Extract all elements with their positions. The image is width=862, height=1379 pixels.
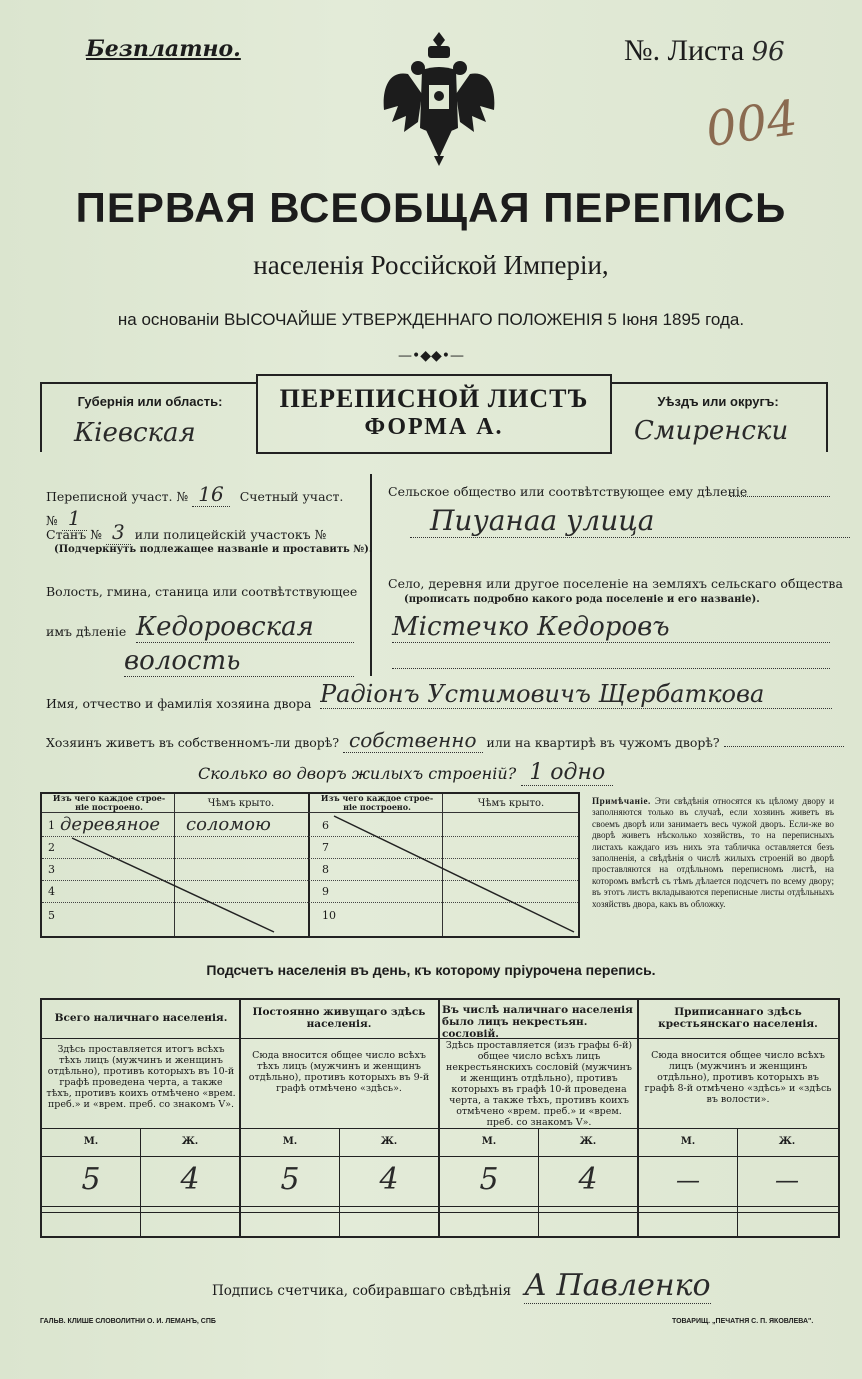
sheet-number-hand: 96 bbox=[751, 37, 785, 67]
count-f-label: Ж. bbox=[380, 1136, 398, 1147]
page-basis: на основаніи ВЫСОЧАЙШЕ УТВЕРЖДЕННАГО ПОЛОЖЕНІЯ 5 Іюня 1895 года. bbox=[117, 310, 745, 329]
row-number: 4 bbox=[48, 885, 55, 898]
column-divider bbox=[370, 474, 372, 676]
note-text: Эти свѣдѣнія относятся къ цѣлому двору и заполняются только въ случаѣ, если хозяинъ живетъ въ своемъ дворѣ или занимаетъ весь чужой дворъ. Если-же во дворѣ живетъ нѣсколько хозяйствъ, то на переписныхъ листахъ каждаго изъ нихъ эта табличка оставляется безъ заполненія, а свѣдѣнія о числѣ жилыхъ строеній во дворѣ проставляются на отдѣльномъ переписномъ листѣ, на которомъ вмѣстѣ съ тѣмъ дѣлается подсчетъ по всему двору; въ этотъ листъ вкладываются переписные листы отдѣльныхъ хозяйствъ двора, какъ въ обложку. bbox=[592, 796, 835, 909]
count-col-desc: Здѣсь проставляется (изъ графы 6-й) общее число всѣхъ лицъ некрестьянскихъ сословій (мужчинъ и женщинъ отдѣльно), противъ которыхъ въ графѣ 10-й проведена черта, а также тѣхъ, противъ коихъ отмѣчено «врем. преб.» и «врем. преб. со знакомъ V». bbox=[445, 1040, 633, 1128]
row-number: 2 bbox=[48, 841, 55, 854]
gubernia-box bbox=[40, 382, 258, 452]
row-number: 8 bbox=[322, 863, 329, 876]
row-number: 9 bbox=[322, 885, 329, 898]
count-f-label: Ж. bbox=[778, 1136, 796, 1147]
census-district-label: Переписной участ. № bbox=[46, 489, 189, 504]
imperial-eagle-emblem bbox=[378, 30, 500, 170]
count-hline bbox=[42, 1212, 838, 1213]
material-header-right: Изъ чего каждое строе-ніе построено. bbox=[320, 793, 434, 812]
form-letter: ФОРМА А. bbox=[364, 414, 504, 440]
count-vline bbox=[239, 1000, 241, 1236]
owner-name-label: Имя, отчество и фамилія хозяина двора bbox=[46, 696, 312, 711]
strike-line-left bbox=[42, 794, 578, 936]
row1-material: деревяное bbox=[60, 814, 160, 835]
left-imprint: ГАЛЬВ. КЛИШЕ СЛОВОЛИТНИ О. И. ЛЕМАНЪ, СПБ bbox=[40, 1318, 216, 1325]
count-hline bbox=[42, 1038, 838, 1039]
count-m-value: 5 bbox=[479, 1162, 499, 1197]
society-dots bbox=[730, 496, 830, 497]
society-label: Сельское общество или соотвѣтствующее ему дѣленіе bbox=[388, 484, 748, 499]
count-hline bbox=[42, 1128, 838, 1129]
village-note: (прописать подробно какого рода поселеніе и его названіе). bbox=[404, 594, 760, 605]
buildings-row bbox=[198, 760, 613, 785]
volost-value-2: волость bbox=[124, 646, 354, 677]
row-number: 7 bbox=[322, 841, 329, 854]
police-label: или полицейскій участокъ № bbox=[134, 527, 327, 542]
count-f-label: Ж. bbox=[579, 1136, 597, 1147]
ornament: —•◆◆•— bbox=[397, 348, 465, 364]
counting-district-value: 1 bbox=[62, 506, 87, 531]
count-m-value: 5 bbox=[280, 1162, 300, 1197]
count-m-label: М. bbox=[481, 1136, 497, 1147]
owner-lives-row bbox=[46, 728, 844, 752]
count-col-title: Постоянно живущаго здѣсь населенія. bbox=[252, 1006, 426, 1030]
buildings-label: Сколько во дворъ жилыхъ строеній? bbox=[198, 764, 517, 783]
count-m-value: 5 bbox=[81, 1162, 101, 1197]
gubernia-label: Губернія или область: bbox=[77, 394, 223, 409]
sheet-number-pencil: 004 bbox=[702, 89, 802, 159]
form-name: ПЕРЕПИСНОЙ ЛИСТЪ bbox=[279, 384, 589, 413]
village-value: Мiстечко Кедоровъ bbox=[392, 612, 830, 643]
stan-value: 3 bbox=[106, 520, 131, 545]
counting-district-label: Счетный участ. № bbox=[46, 489, 344, 528]
owner-lives-label2: или на квартирѣ въ чужомъ дворѣ? bbox=[486, 735, 720, 750]
uezd-value: Смиренски bbox=[634, 416, 789, 446]
row-number: 6 bbox=[322, 819, 329, 832]
count-hline bbox=[42, 1206, 838, 1207]
count-col-desc: Сюда вносится общее число всѣхъ лицъ (мужчинъ и женщинъ отдѣльно), противъ которыхъ въ графѣ 8-й отмѣчено «здѣсь» и «здѣсь въ волости». bbox=[644, 1050, 832, 1105]
count-f-value: 4 bbox=[379, 1162, 399, 1197]
row-number: 3 bbox=[48, 863, 55, 876]
volost-label-1: Волость, гмина, станица или соотвѣтствующее bbox=[46, 584, 358, 599]
count-f-label: Ж. bbox=[181, 1136, 199, 1147]
owner-lives-dots bbox=[724, 746, 844, 747]
sheet-label: №. Листа bbox=[624, 34, 745, 67]
free-label: Безплатно. bbox=[86, 36, 241, 62]
row-number: 5 bbox=[48, 909, 55, 922]
count-col-title: Приписаннаго здѣсь крестьянскаго населенія. bbox=[658, 1006, 818, 1030]
village-dots-2 bbox=[392, 668, 830, 669]
stan-row bbox=[46, 520, 356, 544]
volost-value-1: Кедоровская bbox=[136, 612, 354, 643]
count-col-desc: Сюда вносится общее число всѣхъ тѣхъ лицъ (мужчинъ и женщинъ отдѣльно), противъ которыхъ въ 9-й графѣ отмѣчено «здѣсь». bbox=[248, 1050, 430, 1094]
count-col-title: Въ числѣ наличнаго населенія было лицъ некрестьян. сословій. bbox=[442, 1004, 633, 1040]
owner-lives-label: Хозяинъ живетъ въ собственномъ-ли дворѣ? bbox=[46, 735, 340, 750]
sheet-number-label bbox=[624, 34, 785, 68]
owner-name-value: Радіонъ Устимовичъ Щербаткова bbox=[320, 680, 832, 709]
uezd-box bbox=[610, 382, 828, 452]
gubernia-value: Кiевская bbox=[74, 418, 196, 448]
signature-value: А Павленко bbox=[524, 1268, 711, 1303]
count-m-label: М. bbox=[282, 1136, 298, 1147]
form-name-box bbox=[256, 374, 612, 454]
count-m-label: М. bbox=[83, 1136, 99, 1147]
count-col-title: Всего наличнаго населенія. bbox=[54, 1012, 228, 1024]
count-vline bbox=[637, 1000, 639, 1236]
society-value: Пиуанаа улица bbox=[410, 504, 850, 538]
count-m-value: — bbox=[676, 1166, 700, 1194]
village-label: Село, деревня или другое поселеніе на земляхъ сельскаго общества bbox=[388, 576, 843, 591]
page-title: ПЕРВАЯ ВСЕОБЩАЯ ПЕРЕПИСЬ bbox=[75, 184, 787, 231]
count-m-label: М. bbox=[680, 1136, 696, 1147]
count-col-desc: Здѣсь проставляется итогъ всѣхъ тѣхъ лицъ (мужчинъ и женщинъ отдѣльно), противъ которыхъ въ 10-й графѣ проведена черта, а также тѣхъ, противъ коихъ отмѣчено «врем. преб.» и «врем. преб. со знакомъ V». bbox=[46, 1044, 236, 1110]
right-imprint: ТОВАРИЩ. „ПЕЧАТНЯ С. П. ЯКОВЛЕВА". bbox=[672, 1318, 814, 1325]
row-number: 10 bbox=[322, 909, 336, 922]
uezd-label: Уѣздъ или округъ: bbox=[657, 394, 779, 409]
signature-label: Подпись счетчика, собиравшаго свѣдѣнія bbox=[212, 1283, 512, 1299]
owner-lives-value: собственно bbox=[343, 728, 482, 753]
count-f-value: 4 bbox=[578, 1162, 598, 1197]
count-heading: Подсчетъ населенія въ день, къ которому пріурочена перепись. bbox=[206, 962, 656, 978]
count-hline bbox=[42, 1156, 838, 1157]
count-vline bbox=[438, 1000, 440, 1236]
row1-roof: соломою bbox=[186, 814, 271, 835]
volost-label-2: имъ дѣленіе bbox=[46, 624, 127, 639]
roof-header-right: Чѣмъ крыто. bbox=[477, 798, 545, 809]
roof-header-left: Чѣмъ крыто. bbox=[207, 798, 275, 809]
census-district-value: 16 bbox=[192, 482, 229, 507]
stan-label: Станъ № bbox=[46, 527, 103, 542]
count-table bbox=[40, 998, 840, 1238]
row-number: 1 bbox=[48, 819, 55, 832]
count-f-value: — bbox=[775, 1166, 799, 1194]
note-block bbox=[592, 796, 834, 910]
material-header-left: Изъ чего каждое строе-ніе построено. bbox=[52, 793, 166, 812]
note-title: Примѣчаніе. bbox=[592, 796, 651, 806]
signature-row bbox=[212, 1268, 711, 1303]
buildings-value: 1 одно bbox=[521, 760, 613, 786]
count-f-value: 4 bbox=[180, 1162, 200, 1197]
buildings-table bbox=[40, 792, 580, 938]
page-subtitle: населенія Россійской Имперіи, bbox=[253, 250, 609, 280]
stan-note: (Подчеркнуть подлежащее названіе и проставить №). bbox=[54, 544, 373, 555]
